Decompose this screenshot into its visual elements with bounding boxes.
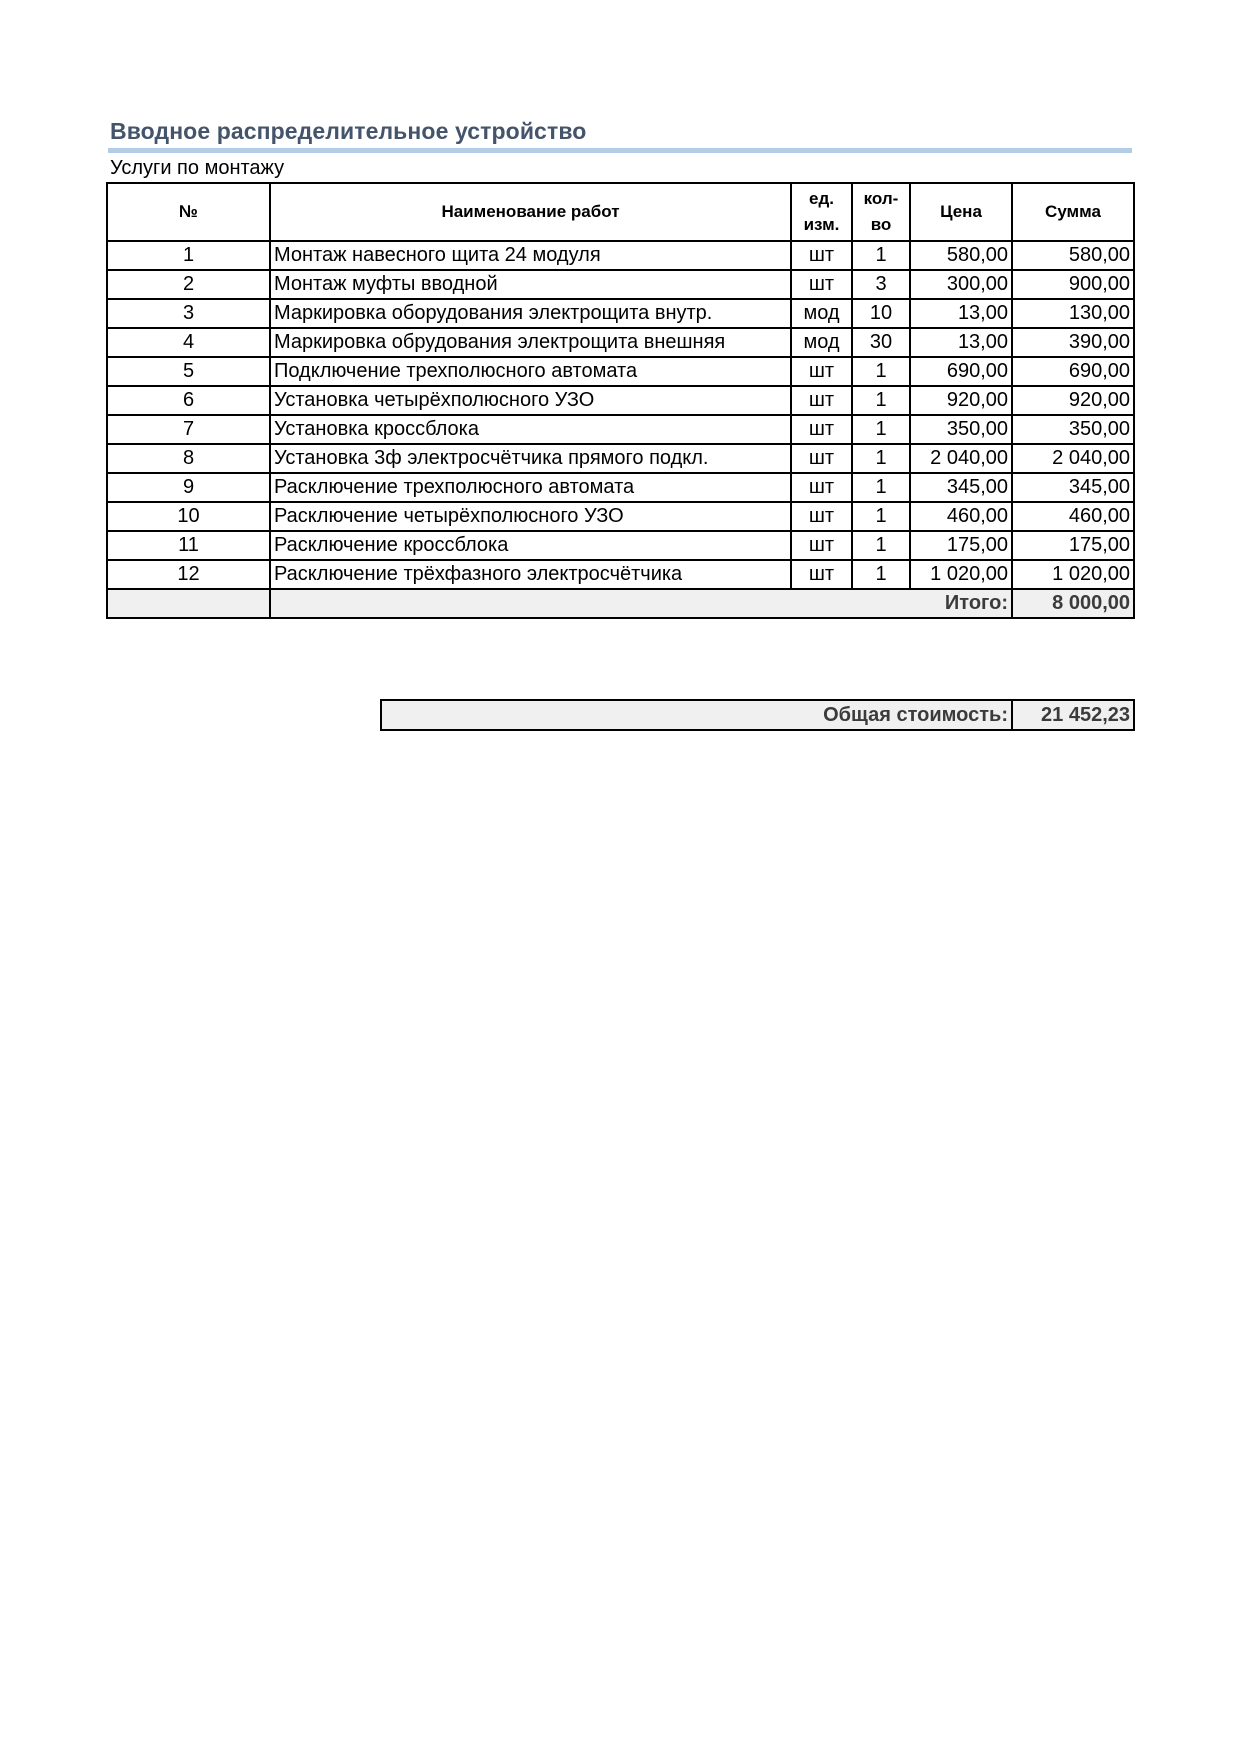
row-sum: 130,00	[1012, 299, 1134, 328]
row-qty: 1	[852, 560, 910, 589]
row-qty: 1	[852, 531, 910, 560]
row-name: Монтаж навесного щита 24 модуля	[270, 241, 791, 270]
row-sum: 900,00	[1012, 270, 1134, 299]
header-name: Наименование работ	[270, 183, 791, 241]
table-row	[107, 357, 1134, 386]
row-price: 345,00	[910, 473, 1012, 502]
header-unit	[791, 183, 852, 241]
row-name: Маркировка оборудования электрощита внутр.	[270, 299, 791, 328]
row-num: 4	[107, 328, 270, 357]
row-price: 350,00	[910, 415, 1012, 444]
row-price: 580,00	[910, 241, 1012, 270]
row-name: Установка четырёхполюсного УЗО	[270, 386, 791, 415]
row-unit: шт	[791, 473, 852, 502]
header-num: №	[107, 183, 270, 241]
row-price: 13,00	[910, 328, 1012, 357]
row-unit: мод	[791, 299, 852, 328]
table-row	[107, 299, 1134, 328]
row-qty: 1	[852, 415, 910, 444]
table-row	[107, 444, 1134, 473]
row-unit: шт	[791, 241, 852, 270]
grand-total-row	[381, 700, 1134, 730]
table-row	[107, 328, 1134, 357]
row-sum: 580,00	[1012, 241, 1134, 270]
row-qty: 1	[852, 386, 910, 415]
row-num: 8	[107, 444, 270, 473]
row-sum: 350,00	[1012, 415, 1134, 444]
row-sum: 1 020,00	[1012, 560, 1134, 589]
services-table	[106, 182, 1135, 619]
title-underline	[108, 148, 1132, 153]
row-unit: шт	[791, 357, 852, 386]
row-unit: шт	[791, 444, 852, 473]
header-price: Цена	[910, 183, 1012, 241]
section-label: Услуги по монтажу	[110, 157, 285, 179]
total-empty-cell	[107, 589, 270, 618]
header-unit-line1: ед.	[809, 189, 834, 208]
grand-total-label: Общая стоимость:	[381, 700, 1012, 730]
row-sum: 460,00	[1012, 502, 1134, 531]
row-price: 690,00	[910, 357, 1012, 386]
row-name: Монтаж муфты вводной	[270, 270, 791, 299]
row-name: Расключение трехполюсного автомата	[270, 473, 791, 502]
row-num: 7	[107, 415, 270, 444]
row-name: Расключение четырёхполюсного УЗО	[270, 502, 791, 531]
row-sum: 920,00	[1012, 386, 1134, 415]
row-num: 5	[107, 357, 270, 386]
table-row	[107, 386, 1134, 415]
row-num: 1	[107, 241, 270, 270]
table-row	[107, 415, 1134, 444]
row-qty: 1	[852, 241, 910, 270]
row-price: 2 040,00	[910, 444, 1012, 473]
grand-total-value: 21 452,23	[1012, 700, 1134, 730]
row-name: Подключение трехполюсного автомата	[270, 357, 791, 386]
row-name: Расключение трёхфазного электросчётчика	[270, 560, 791, 589]
table-row	[107, 473, 1134, 502]
row-price: 300,00	[910, 270, 1012, 299]
row-qty: 1	[852, 473, 910, 502]
row-sum: 690,00	[1012, 357, 1134, 386]
row-qty: 1	[852, 502, 910, 531]
row-name: Маркировка обрудования электрощита внешняя	[270, 328, 791, 357]
row-price: 920,00	[910, 386, 1012, 415]
row-name: Расключение кроссблока	[270, 531, 791, 560]
row-price: 460,00	[910, 502, 1012, 531]
row-qty: 3	[852, 270, 910, 299]
header-row	[107, 183, 1134, 241]
header-unit-line2: изм.	[803, 215, 840, 234]
total-value: 8 000,00	[1012, 589, 1134, 618]
row-unit: шт	[791, 386, 852, 415]
row-sum: 390,00	[1012, 328, 1134, 357]
header-sum: Сумма	[1012, 183, 1134, 241]
row-qty: 10	[852, 299, 910, 328]
total-label: Итого:	[270, 589, 1012, 618]
row-unit: шт	[791, 560, 852, 589]
row-num: 6	[107, 386, 270, 415]
row-price: 13,00	[910, 299, 1012, 328]
total-row	[107, 589, 1134, 618]
row-name: Установка 3ф электросчётчика прямого подкл.	[270, 444, 791, 473]
row-name: Установка кроссблока	[270, 415, 791, 444]
row-num: 3	[107, 299, 270, 328]
table-row	[107, 560, 1134, 589]
row-qty: 1	[852, 444, 910, 473]
page-title: Вводное распределительное устройство	[110, 118, 587, 144]
row-unit: шт	[791, 531, 852, 560]
table-row	[107, 531, 1134, 560]
header-qty-line2: во	[870, 215, 892, 234]
row-sum: 2 040,00	[1012, 444, 1134, 473]
header-qty	[852, 183, 910, 241]
row-num: 9	[107, 473, 270, 502]
row-num: 2	[107, 270, 270, 299]
row-unit: шт	[791, 415, 852, 444]
row-price: 1 020,00	[910, 560, 1012, 589]
row-num: 12	[107, 560, 270, 589]
row-sum: 175,00	[1012, 531, 1134, 560]
table-row	[107, 270, 1134, 299]
row-price: 175,00	[910, 531, 1012, 560]
row-qty: 1	[852, 357, 910, 386]
table-row	[107, 241, 1134, 270]
row-num: 10	[107, 502, 270, 531]
row-num: 11	[107, 531, 270, 560]
row-unit: шт	[791, 502, 852, 531]
table-row	[107, 502, 1134, 531]
grand-total-table	[380, 699, 1135, 731]
header-qty-line1: кол-	[863, 189, 899, 208]
row-unit: шт	[791, 270, 852, 299]
row-sum: 345,00	[1012, 473, 1134, 502]
row-qty: 30	[852, 328, 910, 357]
row-unit: мод	[791, 328, 852, 357]
